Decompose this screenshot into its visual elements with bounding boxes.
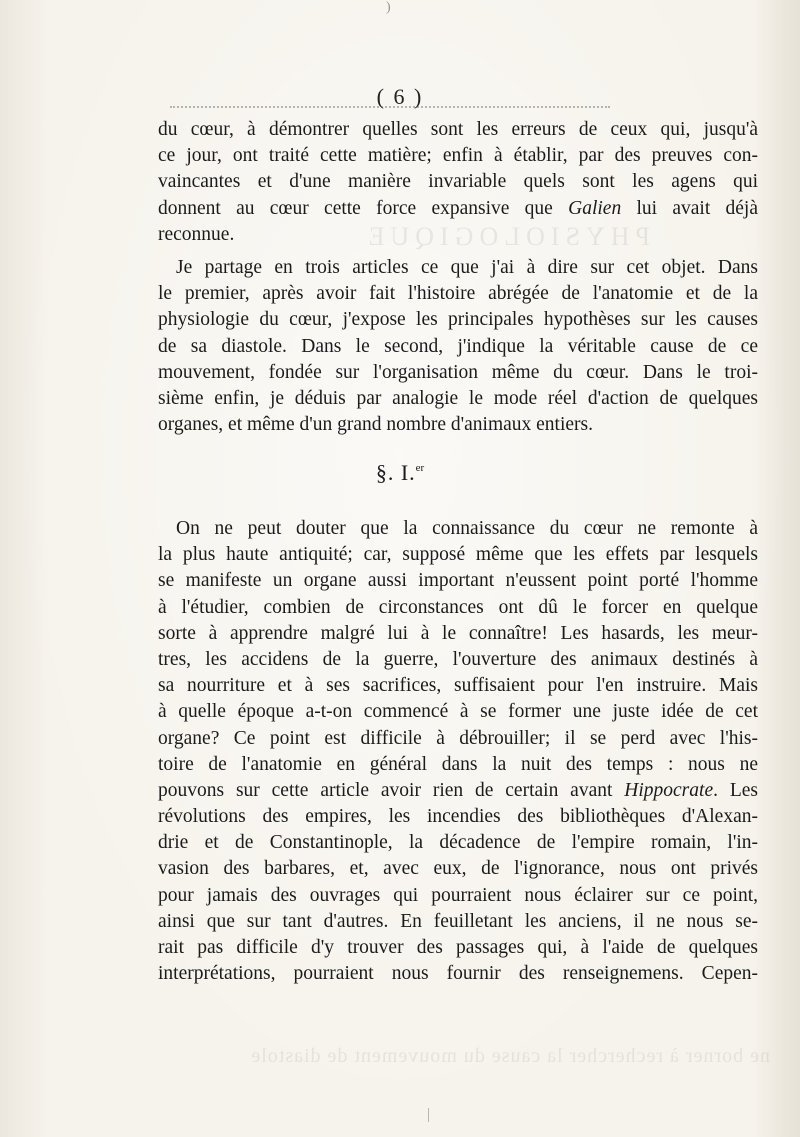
section-symbol: §. I. bbox=[375, 460, 416, 485]
text-line: vaincantes et d'une manière invariable quels sont les agens qui bbox=[158, 171, 758, 193]
bleed-through-text: ne borner à rechercher la cause du mouvement de diastole bbox=[250, 1045, 770, 1067]
text-line: du cœur, à démontrer quelles sont les erreurs de ceux qui, jusqu'à bbox=[158, 119, 758, 140]
text-line: à quelle époque a-t-on commencé à se former une juste idée de cet bbox=[158, 701, 758, 723]
text-line: sième enfin, je déduis par analogie le mode réel d'action de quelques bbox=[158, 387, 758, 409]
text-line: organes, et même d'un grand nombre d'animaux entiers. bbox=[158, 414, 593, 436]
paragraph-intro-continuation bbox=[158, 117, 758, 248]
text-line: de sa diastole. Dans le second, j'indique la véritable cause de ce bbox=[158, 335, 758, 357]
text-line: la plus haute antiquité; car, supposé même que les effets par lesquels bbox=[158, 544, 758, 566]
text-line: ainsi que sur tant d'autres. En feuilletant les anciens, il ne nous se- bbox=[158, 910, 758, 932]
text-line: le premier, après avoir fait l'histoire abrégée de l'anatomie et de la bbox=[158, 283, 758, 305]
italic-name: Hippocrate bbox=[624, 779, 714, 801]
paper-mark bbox=[428, 1108, 429, 1122]
text-line: pour jamais des ouvrages qui pourraient nous éclairer sur ce point, bbox=[158, 884, 758, 906]
text-line: physiologie du cœur, j'expose les principales hypothèses sur les causes bbox=[158, 309, 758, 331]
italic-name: Galien bbox=[568, 197, 622, 219]
text-line: rait pas difficile d'y trouver des passages qui, à l'aide de quelques bbox=[158, 937, 758, 958]
text-line: interprétations, pourraient nous fournir des renseignemens. Cepen- bbox=[158, 963, 758, 985]
text-line: drie et de Constantinople, la décadence de l'empire romain, l'in- bbox=[158, 832, 758, 854]
text-line: reconnue. bbox=[158, 223, 235, 245]
section-superscript: er bbox=[415, 462, 425, 474]
text-line: vasion des barbares, et, avec eux, de l'ignorance, nous ont privés bbox=[158, 858, 758, 880]
paragraph-section-one bbox=[158, 516, 758, 987]
bleed-through-text: PHYSIOLOGIQUE bbox=[362, 222, 650, 251]
text-line: sorte à apprendre malgré lui à le connaître! Les hasards, les meur- bbox=[158, 622, 758, 644]
text-line: mouvement, fondée sur l'organisation même du cœur. Dans le troi- bbox=[158, 361, 758, 383]
section-heading bbox=[0, 460, 800, 486]
text-line: se manifeste un organe aussi important n'eussent point porté l'homme bbox=[158, 570, 758, 592]
paragraph-plan bbox=[158, 255, 758, 438]
top-mark: ) bbox=[386, 0, 391, 15]
text-line: ce jour, ont traité cette matière; enfin à établir, par des preuves con- bbox=[158, 145, 758, 167]
text-line: tres, les accidens de la guerre, l'ouverture des animaux destinés à bbox=[158, 648, 758, 670]
text-line: à l'étudier, combien de circonstances ont dû le forcer en quelque bbox=[158, 596, 758, 618]
text-line: révolutions des empires, les incendies des bibliothèques d'Alexan- bbox=[158, 806, 758, 828]
text-line: sa nourriture et à ses sacrifices, suffisaient pour l'en instruire. Mais bbox=[158, 675, 758, 697]
page-number: ( 6 ) bbox=[376, 84, 424, 109]
text-line: pouvons sur cette article avoir rien de certain avant Hippocrate. Les bbox=[158, 779, 759, 801]
text-line: donnent au cœur cette force expansive que Galien lui avait déjà bbox=[158, 197, 758, 219]
header-rule bbox=[170, 106, 610, 108]
text-line: toire de l'anatomie en général dans la nuit des temps : nous ne bbox=[158, 753, 758, 775]
text-line: Je partage en trois articles ce que j'ai à dire sur cet objet. Dans bbox=[176, 257, 758, 278]
text-line: organe? Ce point est difficile à débrouiller; il se perd avec l'his- bbox=[158, 727, 758, 749]
text-line: On ne peut douter que la connaissance du cœur ne remonte à bbox=[176, 518, 758, 539]
